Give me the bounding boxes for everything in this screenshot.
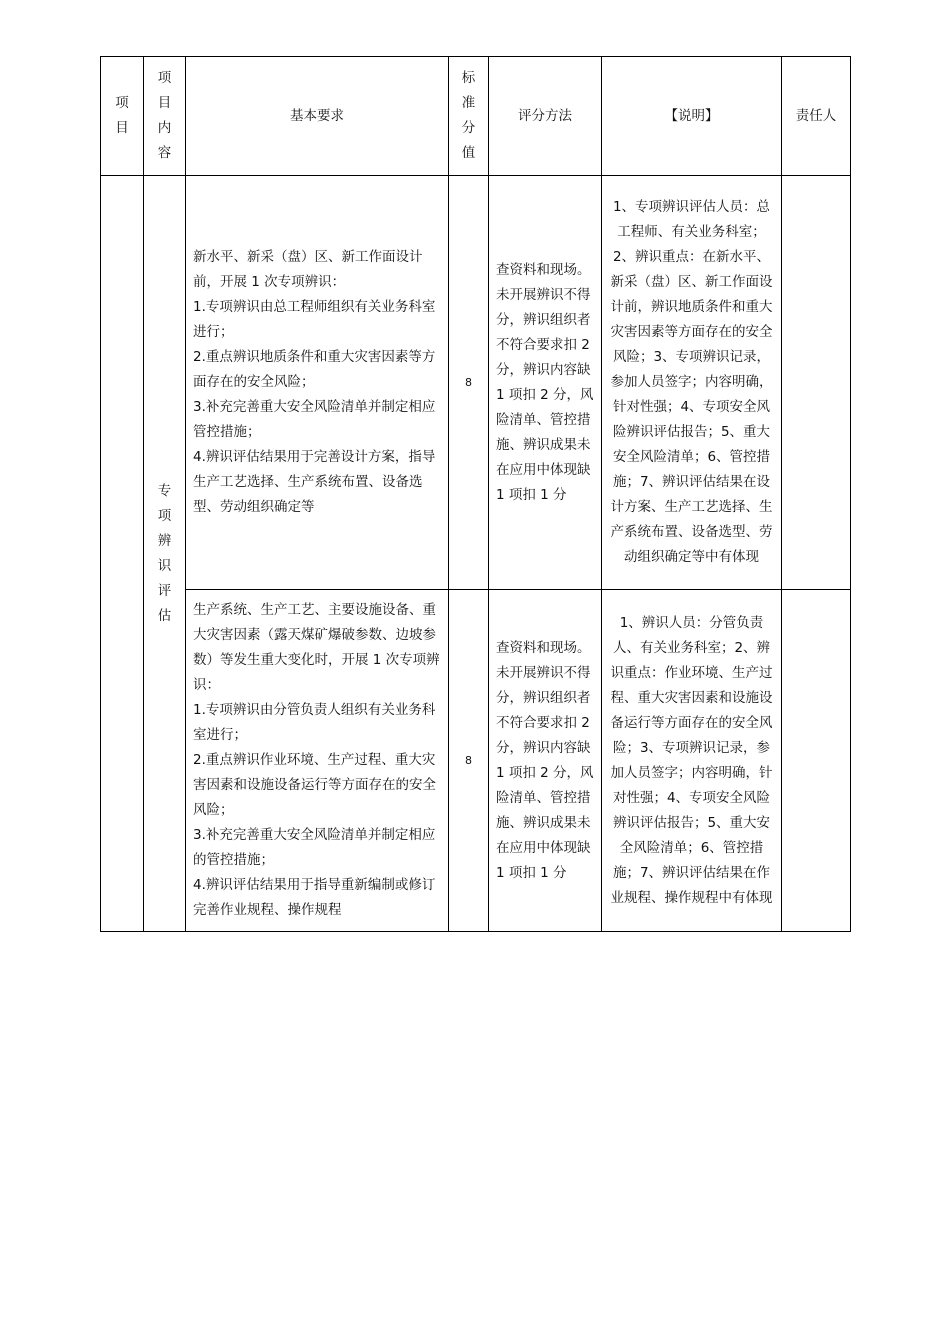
requirement-line: 1.专项辨识由总工程师组织有关业务科室进行； [193,299,436,340]
note-cell: 1、专项辨识评估人员：总工程师、有关业务科室；2、辨识重点：在新水平、新采（盘）区、新工作面设计前，辨识地质条件和重大灾害因素等方面存在的安全风险；3、专项辨识记录，参加人员签字；内容明确，针对性强；4、专项安全风险辨识评估报告；5、重大安全风险清单；6、管控措施；7、辨识评估结果在设计方案、生产工艺选择、生产系统布置、设备选型、劳动组织确定等中有体现 [602,176,782,590]
requirement-line: 4.辨识评估结果用于指导重新编制或修订完善作业规程、操作规程 [193,877,436,918]
table-row [101,176,851,590]
requirement-cell [186,590,449,932]
header-row [101,57,851,176]
requirement-line: 生产系统、生产工艺、主要设施设备、重大灾害因素（露天煤矿爆破参数、边坡参数）等发生重大变化时，开展 1 次专项辨识： [193,602,440,693]
header-note: 【说明】 [602,57,782,176]
header-item: 项目 [101,57,144,176]
requirement-line: 3.补充完善重大安全风险清单并制定相应的管控措施； [193,827,436,868]
requirement-line: 2.重点辨识地质条件和重大灾害因素等方面存在的安全风险； [193,349,436,390]
score-cell: 8 [449,590,489,932]
method-cell: 查资料和现场。未开展辨识不得分，辨识组织者不符合要求扣 2 分，辨识内容缺 1 项扣 2 分，风险清单、管控措施、辨识成果未在应用中体现缺 1 项扣 1 分 [489,590,602,932]
header-standard-score: 标准分值 [449,57,489,176]
requirement-line: 新水平、新采（盘）区、新工作面设计前，开展 1 次专项辨识： [193,249,423,290]
header-item-content: 项目内容 [144,57,186,176]
requirement-cell [186,176,449,590]
responsible-cell [782,176,851,590]
header-scoring-method: 评分方法 [489,57,602,176]
requirement-line: 4.辨识评估结果用于完善设计方案，指导生产工艺选择、生产系统布置、设备选型、劳动组织确定等 [193,449,436,515]
header-basic-requirements: 基本要求 [186,57,449,176]
requirement-line: 2.重点辨识作业环境、生产过程、重大灾害因素和设施设备运行等方面存在的安全风险； [193,752,436,818]
requirement-line: 1.专项辨识由分管负责人组织有关业务科室进行； [193,702,436,743]
note-cell: 1、辨识人员：分管负责人、有关业务科室；2、辨识重点：作业环境、生产过程、重大灾害因素和设施设备运行等方面存在的安全风险；3、专项辨识记录，参加人员签字；内容明确，针对性强；4、专项安全风险辨识评估报告；5、重大安全风险清单；6、管控措施；7、辨识评估结果在作业规程、操作规程中有体现 [602,590,782,932]
method-cell: 查资料和现场。未开展辨识不得分，辨识组织者不符合要求扣 2 分，辨识内容缺 1 项扣 2 分，风险清单、管控措施、辨识成果未在应用中体现缺 1 项扣 1 分 [489,176,602,590]
requirement-line: 3.补充完善重大安全风险清单并制定相应管控措施； [193,399,436,440]
responsible-cell [782,590,851,932]
item-content-cell: 专项辨识评估 [144,176,186,932]
header-responsible: 责任人 [782,57,851,176]
score-cell: 8 [449,176,489,590]
scoring-table [100,56,851,932]
table-row [101,590,851,932]
item-cell [101,176,144,932]
